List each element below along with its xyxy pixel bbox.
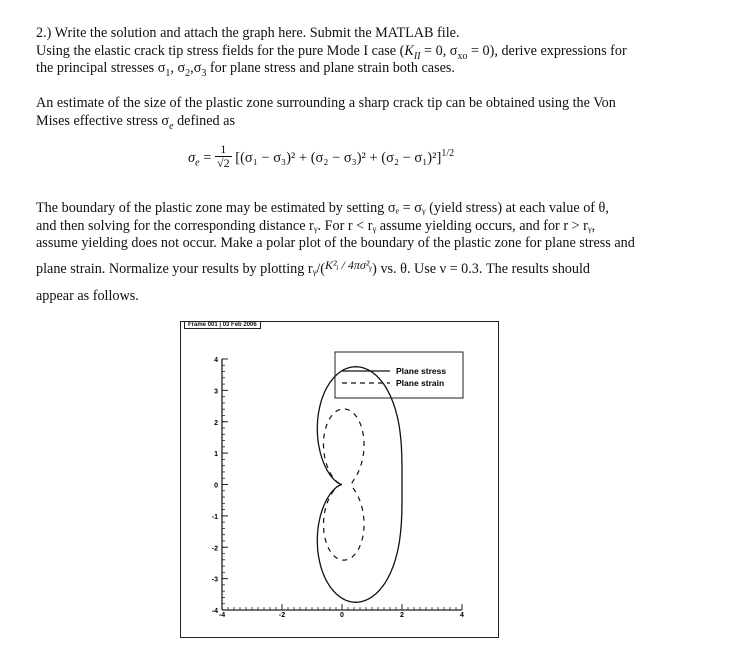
boundary-line-5: appear as follows. xyxy=(36,288,139,305)
boundary-paragraph xyxy=(36,200,635,306)
y-tick-label: 2 xyxy=(214,419,218,427)
von-mises-equation: $\sigma_e$ = $\frac{1}{√2}$ $[(\sigma_1 - \sigma_3)^2 + (\sigma_2 - \sigma_3)^2 + (\sigma_2 - \sigma_1)^2]^{1/2}$ xyxy=(188,142,455,170)
x-tick-label: -4 xyxy=(218,612,226,619)
boundary-line-1: The boundary of the plastic zone may be estimated by setting σₑ = σᵧ (yield stress) at each value of θ, xyxy=(36,200,609,216)
boundary-line-4: plane strain. Normalize your results by plotting rᵧ/(K²ᵢ / 4πσ²ᵧ) vs. θ. Use ν = 0.3. The results should xyxy=(36,257,591,277)
problem-line-1: 2.) Write the solution and attach the graph here. Submit the MATLAB file. xyxy=(36,25,460,41)
boundary-line-3: assume yielding does not occur. Make a polar plot of the boundary of the plastic zone for plane stress and xyxy=(36,235,635,252)
boundary-line-2: and then solving for the corresponding distance rᵧ. For r < rᵧ assume yielding occurs, and for r > rᵧ, xyxy=(36,217,596,234)
plane-stress-curve xyxy=(317,367,402,603)
plastic-zone-plot xyxy=(180,321,499,638)
x-tick-label: -2 xyxy=(278,612,286,619)
problem-line-3: the principal stresses $\sigma_1$, $\sigma_2,\sigma_3$ for plane stress and plane strain both cases. xyxy=(36,60,455,79)
x-tick-label: 2 xyxy=(400,612,404,619)
vonmises-paragraph xyxy=(36,95,616,130)
y-tick-label: 1 xyxy=(214,451,218,459)
y-tick-label: 3 xyxy=(214,388,218,396)
legend-plane-stress: Plane stress xyxy=(396,366,447,376)
legend-plane-strain: Plane strain xyxy=(396,378,445,388)
x-tick-label: 4 xyxy=(460,612,464,619)
plane-strain-curve xyxy=(324,409,365,560)
y-tick-label: -1 xyxy=(211,513,218,521)
y-tick-label: 4 xyxy=(214,357,218,364)
y-tick-label: -2 xyxy=(211,545,218,553)
problem-paragraph xyxy=(36,25,627,78)
problem-line-2: Using the elastic crack tip stress fields for the pure Mode I case ($K_{II} = 0$, $\sigma_{xo} = 0$), derive expressions for xyxy=(36,42,627,62)
equation-fraction: $\frac{1}{√2}$ xyxy=(217,142,230,170)
frame-label: Frame 001 | 03 Feb 2006 xyxy=(184,321,261,329)
y-tick-label: -3 xyxy=(211,576,218,584)
x-tick-label: 0 xyxy=(340,612,344,619)
vonmises-line-1: An estimate of the size of the plastic zone surrounding a sharp crack tip can be obtained using the Von xyxy=(36,95,616,111)
vonmises-line-2: Mises effective stress $\sigma_e$ defined as xyxy=(36,112,235,132)
y-tick-label: 0 xyxy=(214,482,218,490)
y-tick-label: -4 xyxy=(211,608,218,615)
